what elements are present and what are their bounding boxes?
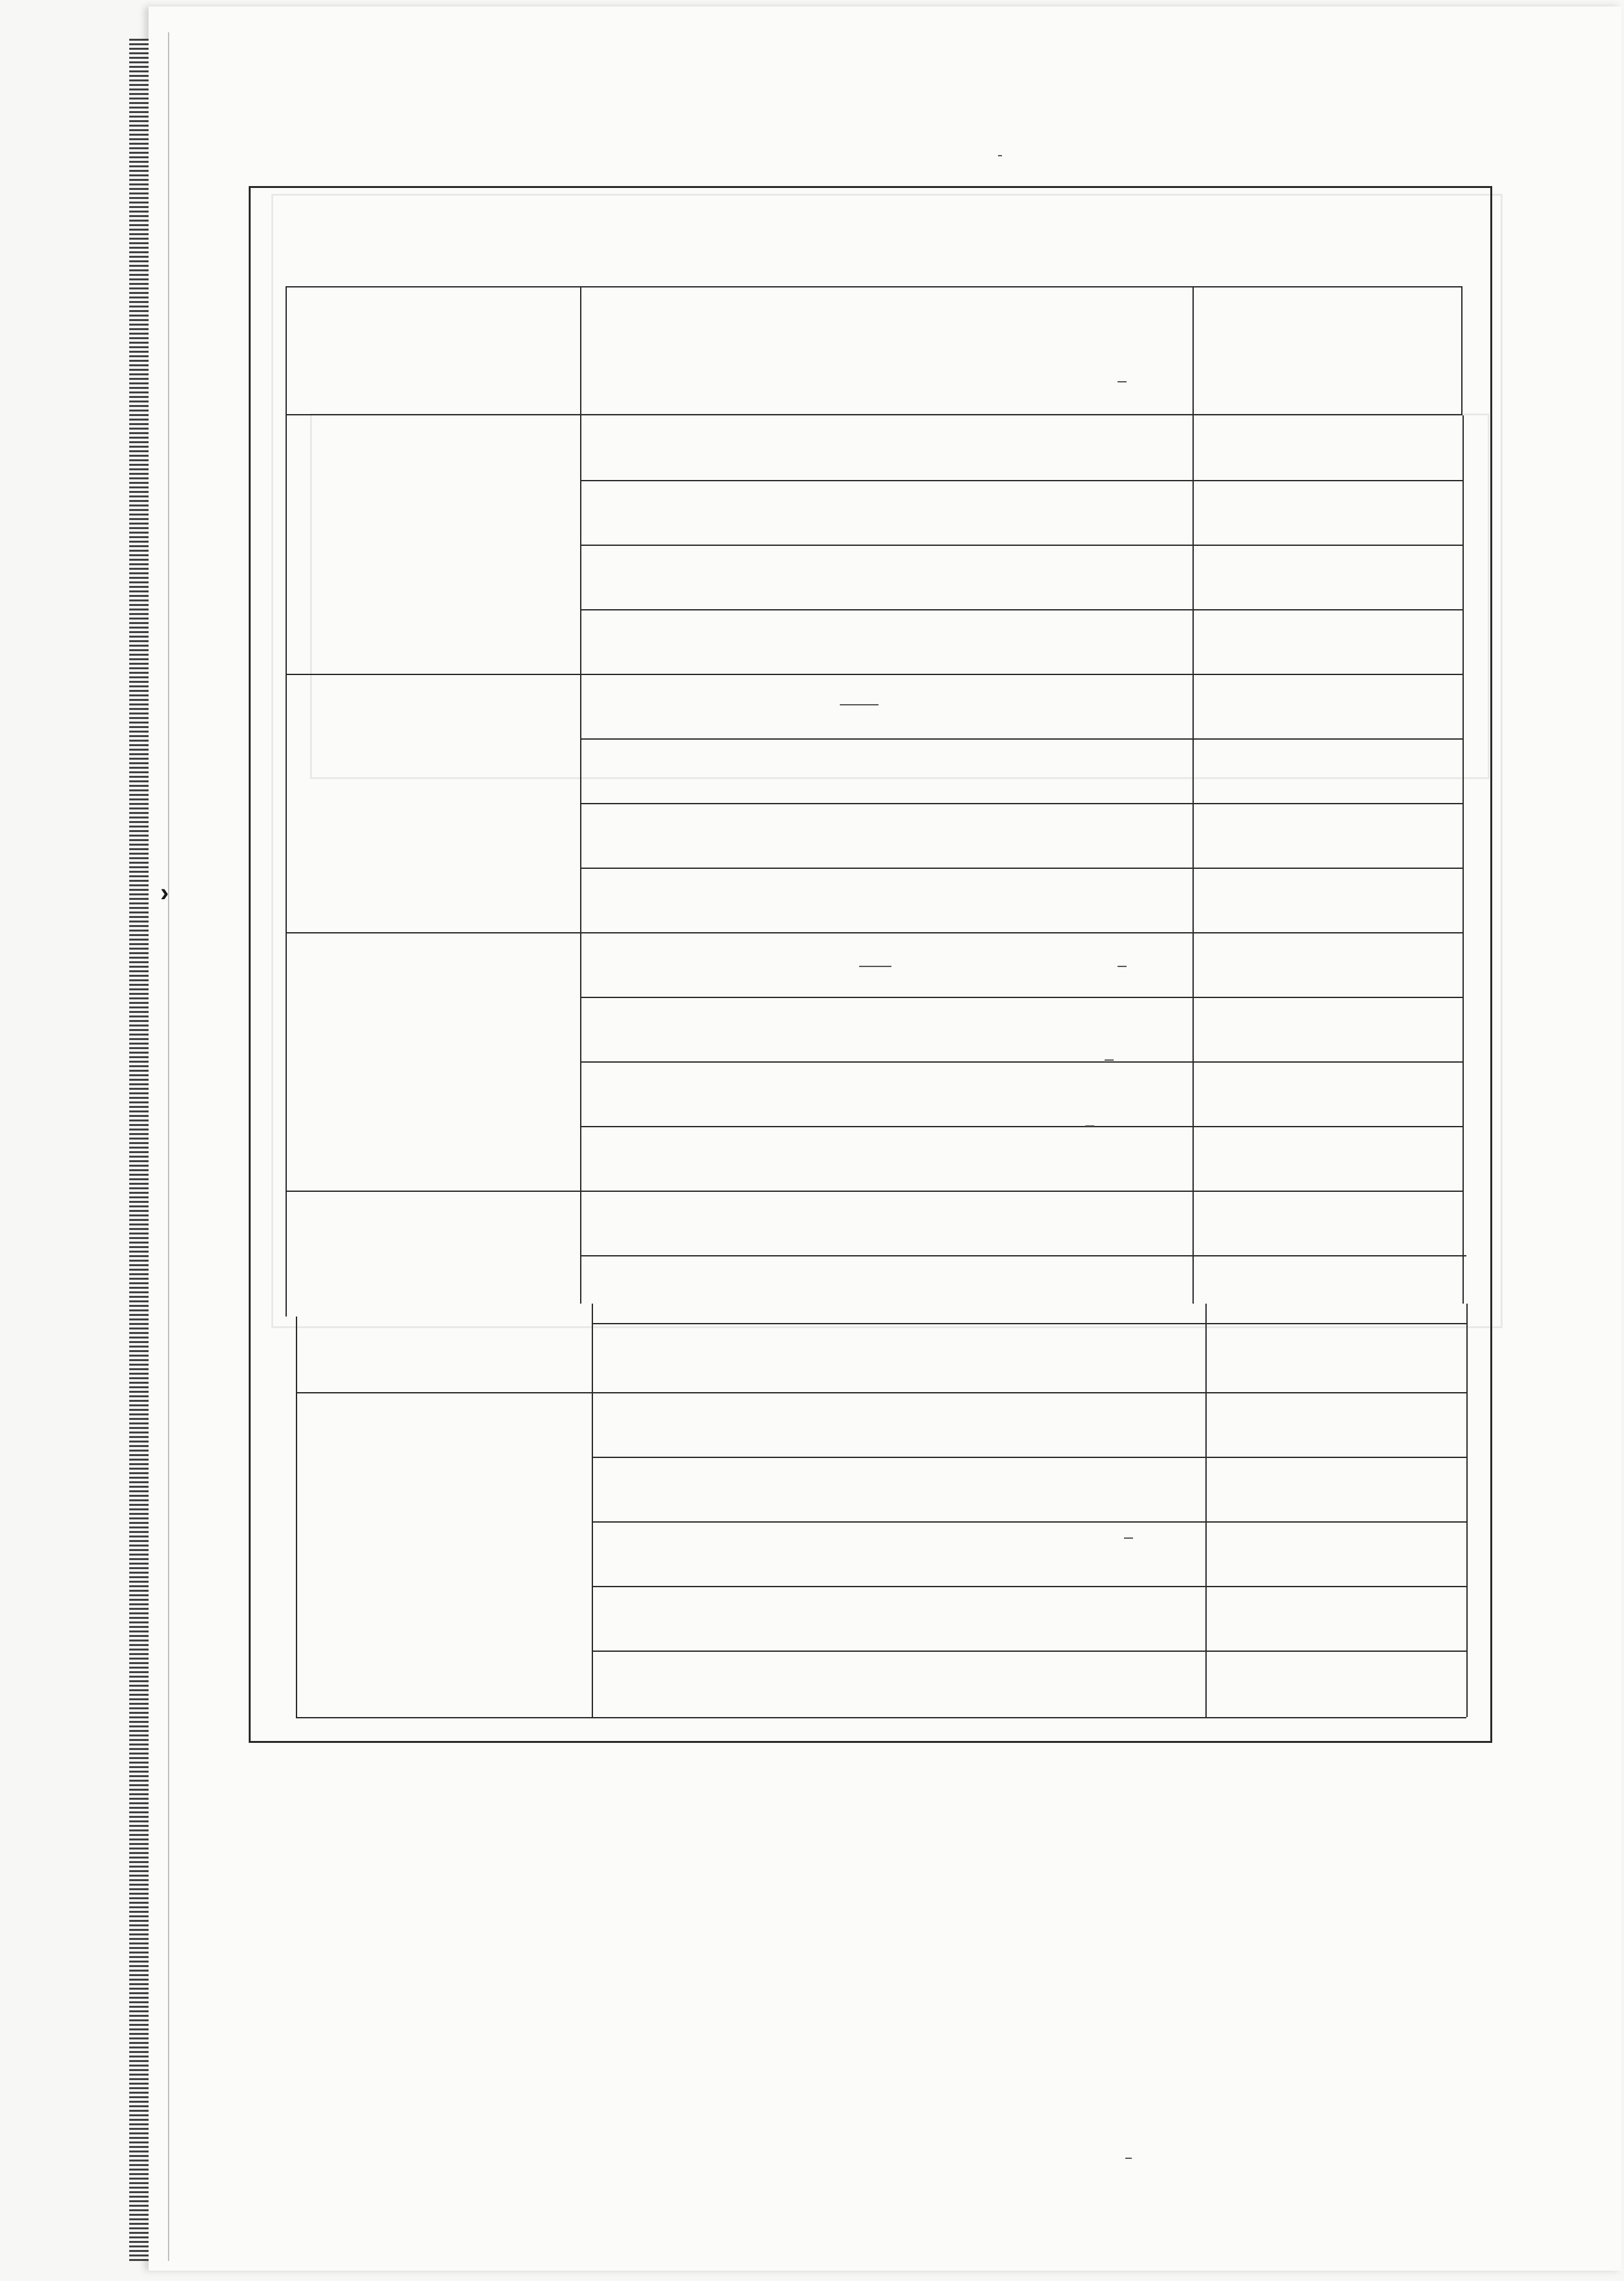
grid-right <box>1466 1304 1468 1717</box>
section-divider <box>296 1392 1466 1393</box>
entry-line <box>592 1651 1466 1652</box>
entry-line <box>592 1457 1466 1458</box>
entry-line <box>592 1586 1466 1587</box>
grid-right <box>1463 415 1464 1304</box>
grid-left <box>296 1317 297 1717</box>
blank-dash <box>840 704 879 705</box>
header-divider <box>1192 286 1194 415</box>
entry-line <box>580 803 1463 804</box>
blank-dash <box>1125 2158 1132 2159</box>
entry-line <box>580 480 1463 481</box>
entry-line <box>580 738 1463 740</box>
grid-col <box>592 1304 593 1717</box>
section-divider <box>296 1717 1466 1718</box>
blank-dash <box>1118 381 1127 382</box>
blank-dash <box>1124 1537 1133 1539</box>
entry-line <box>592 1521 1466 1523</box>
grid-col <box>580 415 581 1304</box>
section-divider <box>286 674 1463 675</box>
entry-line <box>592 1323 1466 1324</box>
section-divider <box>286 1191 1463 1192</box>
entry-line <box>580 1126 1463 1127</box>
section-frame <box>249 186 1492 1743</box>
blank-dash <box>1085 1125 1094 1127</box>
binding-perforation <box>129 39 149 2261</box>
entry-line <box>580 1255 1466 1256</box>
blank-dash <box>1118 966 1127 967</box>
entry-line <box>580 997 1463 998</box>
entry-line <box>580 868 1463 869</box>
grid-left <box>286 415 287 1317</box>
margin-mark: › <box>160 879 169 907</box>
grid-col <box>1205 1304 1207 1717</box>
section-divider <box>286 932 1463 933</box>
blank-dash <box>1105 1059 1114 1061</box>
blank-dash <box>859 966 891 967</box>
header-divider <box>580 286 581 415</box>
page-edge <box>168 32 169 2261</box>
grid-col <box>1192 415 1194 1304</box>
table-header <box>286 286 1463 415</box>
entry-line <box>580 1061 1463 1063</box>
blank-dash <box>998 155 1002 156</box>
entry-line <box>580 609 1463 610</box>
entry-line <box>580 545 1463 546</box>
